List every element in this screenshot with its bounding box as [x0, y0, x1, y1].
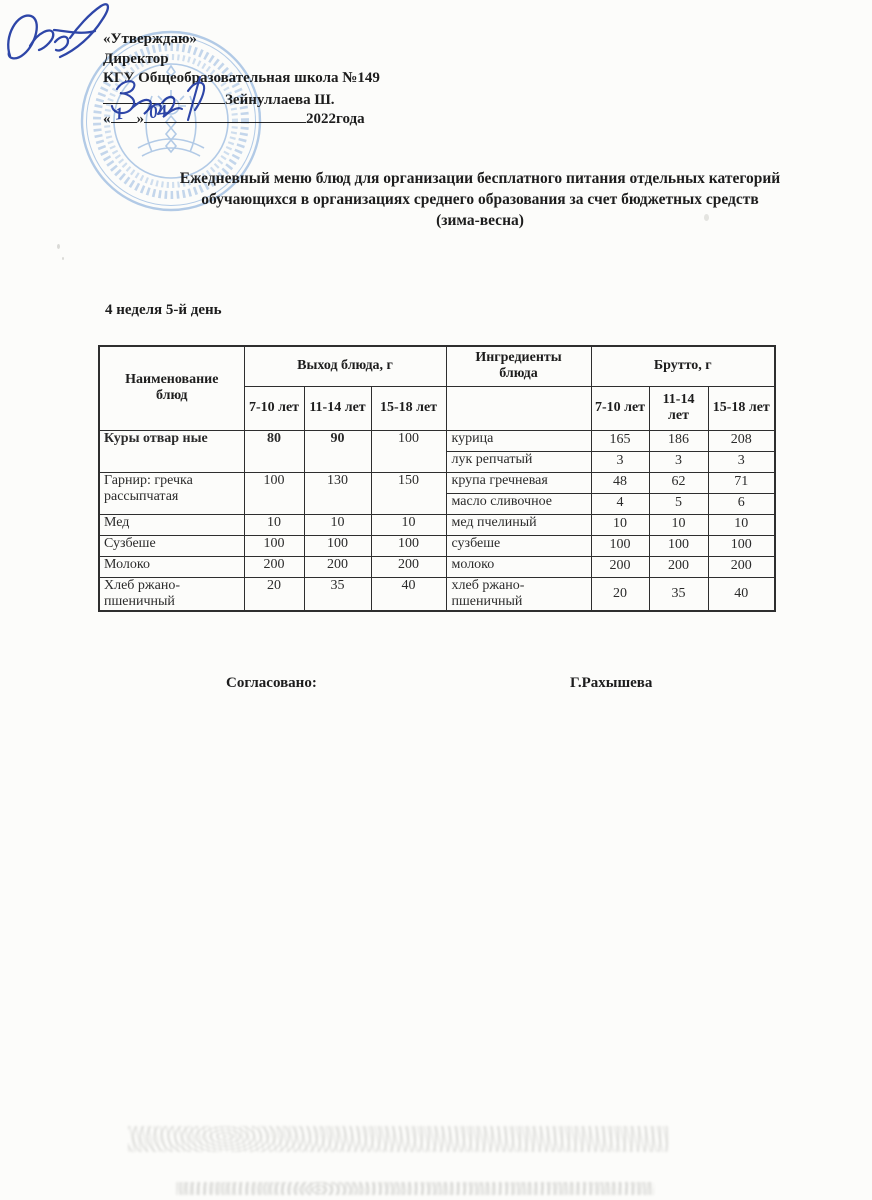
- col-header-age-1: 7-10 лет: [244, 386, 304, 430]
- output-value: 100: [244, 535, 304, 556]
- menu-table-body: [99, 430, 775, 611]
- dish-cell: Гарнир: гречка рассыпчатая: [99, 472, 244, 514]
- table-row: [99, 535, 775, 556]
- ingredient-name: сузбеше: [446, 535, 591, 556]
- output-value: 200: [304, 556, 371, 577]
- ingredient-name: масло сливочное: [446, 493, 591, 514]
- brutto-value: 6: [708, 493, 775, 514]
- col-header-ingredients: [446, 346, 591, 386]
- brutto-value: 5: [649, 493, 708, 514]
- col-header-ingredients-empty: [446, 386, 591, 430]
- brutto-value: 71: [708, 472, 775, 493]
- brutto-value: 10: [708, 514, 775, 535]
- output-value: 100: [371, 535, 446, 556]
- col-header-dish-line2: блюд: [156, 388, 188, 404]
- approval-line-2: Директор: [103, 50, 169, 67]
- week-day-label: 4 неделя 5-й день: [105, 302, 222, 318]
- col-header-ingredients-line1: Ингредиенты: [475, 350, 562, 366]
- brutto-value: 100: [649, 535, 708, 556]
- ingredient-name: лук репчатый: [446, 451, 591, 472]
- col-header-age-6: 15-18 лет: [708, 386, 775, 430]
- ingredient-name: молоко: [446, 556, 591, 577]
- brutto-value: 100: [591, 535, 649, 556]
- menu-table: [98, 345, 776, 612]
- close-quote: »: [136, 111, 144, 127]
- output-value: 90: [304, 430, 371, 472]
- brutto-value: 3: [708, 451, 775, 472]
- dish-cell: Хлеб ржано-пшеничный: [99, 577, 244, 611]
- document-title: [140, 168, 820, 231]
- output-value: 100: [371, 430, 446, 472]
- dish-cell: Молоко: [99, 556, 244, 577]
- handwritten-month: 04: [147, 100, 170, 123]
- scan-noise: [176, 1182, 654, 1195]
- col-header-brutto-group: Брутто, г: [591, 346, 775, 386]
- col-header-dish: [99, 346, 244, 430]
- handwritten-day: 1: [113, 103, 126, 124]
- dish-cell: Куры отвар ные: [99, 430, 244, 472]
- brutto-value: 200: [649, 556, 708, 577]
- col-header-dish-line1: Наименование: [125, 372, 219, 388]
- col-header-age-4: 7-10 лет: [591, 386, 649, 430]
- brutto-value: 208: [708, 430, 775, 451]
- brutto-value: 200: [708, 556, 775, 577]
- table-row: [99, 472, 775, 493]
- date-year: 2022года: [306, 111, 365, 127]
- agreed-label: Согласовано:: [226, 675, 317, 691]
- output-value: 100: [304, 535, 371, 556]
- output-value: 20: [244, 577, 304, 611]
- brutto-value: 100: [708, 535, 775, 556]
- ingredient-name: крупа гречневая: [446, 472, 591, 493]
- brutto-value: 3: [649, 451, 708, 472]
- table-row: [99, 577, 775, 611]
- approver-name: Г.Рахышева: [570, 675, 653, 691]
- output-value: 10: [244, 514, 304, 535]
- col-header-age-5: 11-14 лет: [649, 386, 708, 430]
- brutto-value: 20: [591, 577, 649, 611]
- ingredient-name: мед пчелиный: [446, 514, 591, 535]
- brutto-value: 48: [591, 472, 649, 493]
- brutto-value: 62: [649, 472, 708, 493]
- scan-speck: [57, 244, 60, 249]
- signatory-name: Зейнуллаева Ш.: [225, 91, 335, 108]
- col-header-output-group: Выход блюда, г: [244, 346, 446, 386]
- output-value: 130: [304, 472, 371, 514]
- col-header-age-2: 11-14 лет: [304, 386, 371, 430]
- brutto-value: 10: [591, 514, 649, 535]
- brutto-value: 10: [649, 514, 708, 535]
- table-row: [99, 556, 775, 577]
- table-row: [99, 430, 775, 451]
- brutto-value: 200: [591, 556, 649, 577]
- brutto-value: 40: [708, 577, 775, 611]
- approval-line-3: КГУ Общеобразовательная школа №149: [103, 70, 380, 86]
- approval-line-1: «Утверждаю»: [103, 31, 197, 47]
- title-line-2: обучающихся в организациях среднего образования за счет бюджетных средств: [201, 191, 759, 208]
- output-value: 100: [244, 472, 304, 514]
- brutto-value: 4: [591, 493, 649, 514]
- output-value: 40: [371, 577, 446, 611]
- title-line-1: Ежедневный меню блюд для организации бесплатного питания отдельных категорий: [179, 170, 781, 187]
- ingredient-name: хлеб ржано-пшеничный: [446, 577, 591, 611]
- table-row: [99, 514, 775, 535]
- output-value: 10: [371, 514, 446, 535]
- brutto-value: 186: [649, 430, 708, 451]
- output-value: 200: [371, 556, 446, 577]
- open-quote: «: [103, 111, 111, 127]
- header-group-row: [99, 346, 775, 386]
- output-value: 80: [244, 430, 304, 472]
- scan-noise: [128, 1126, 668, 1152]
- col-header-ingredients-line2: блюда: [499, 366, 538, 382]
- brutto-value: 3: [591, 451, 649, 472]
- output-value: 35: [304, 577, 371, 611]
- ingredient-name: курица: [446, 430, 591, 451]
- output-value: 10: [304, 514, 371, 535]
- output-value: 200: [244, 556, 304, 577]
- title-line-3: (зима-весна): [436, 212, 524, 229]
- dish-cell: Сузбеше: [99, 535, 244, 556]
- brutto-value: 165: [591, 430, 649, 451]
- col-header-age-3: 15-18 лет: [371, 386, 446, 430]
- dish-cell: Мед: [99, 514, 244, 535]
- output-value: 150: [371, 472, 446, 514]
- brutto-value: 35: [649, 577, 708, 611]
- scan-speck: [62, 257, 64, 260]
